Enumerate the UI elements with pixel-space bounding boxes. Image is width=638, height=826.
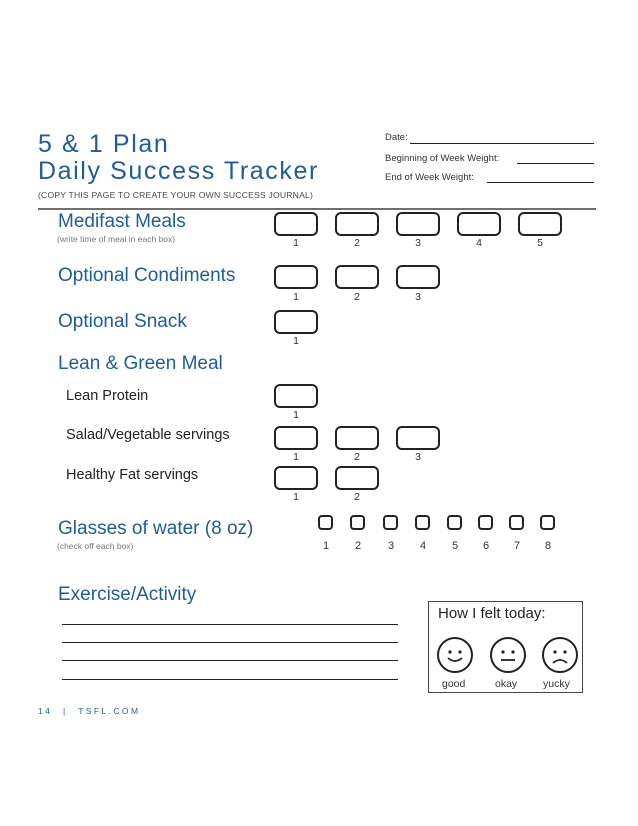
salad-number: 2 — [354, 451, 360, 463]
okay-face-icon[interactable] — [490, 637, 526, 673]
salad-label: Salad/Vegetable servings — [66, 427, 230, 443]
yucky-label: yucky — [543, 678, 570, 690]
condiment-box-1[interactable] — [274, 265, 318, 289]
water-checkbox-2[interactable] — [350, 515, 365, 530]
good-face-icon[interactable] — [437, 637, 473, 673]
water-checkbox-7[interactable] — [509, 515, 524, 530]
salad-number: 3 — [415, 451, 421, 463]
site-link[interactable]: TSFL.COM — [78, 706, 141, 716]
water-number: 1 — [322, 540, 330, 552]
copy-note: (COPY THIS PAGE TO CREATE YOUR OWN SUCCESS JOURNAL) — [38, 190, 314, 200]
meal-number: 1 — [293, 237, 299, 249]
snack-box-1[interactable] — [274, 310, 318, 334]
water-number: 4 — [419, 540, 427, 552]
meal-box-3[interactable] — [396, 212, 440, 236]
salad-box-3[interactable] — [396, 426, 440, 450]
meal-box-1[interactable] — [274, 212, 318, 236]
water-checkbox-8[interactable] — [540, 515, 555, 530]
exercise-line-1[interactable] — [62, 624, 398, 625]
fat-number: 1 — [293, 491, 299, 503]
healthy-fat-label: Healthy Fat servings — [66, 467, 199, 483]
page-footer — [38, 706, 140, 716]
meal-number: 5 — [537, 237, 543, 249]
water-checkbox-1[interactable] — [318, 515, 333, 530]
snack-number: 1 — [293, 335, 299, 347]
condiment-number: 1 — [293, 291, 299, 303]
water-number: 2 — [354, 540, 362, 552]
water-number: 5 — [451, 540, 459, 552]
fat-box-1[interactable] — [274, 466, 318, 490]
footer-divider: | — [63, 706, 68, 716]
good-label: good — [442, 678, 466, 690]
page-number: 14 — [38, 706, 53, 716]
title-line-2: Daily Success Tracker — [38, 157, 319, 185]
water-heading: Glasses of water (8 oz) — [58, 518, 254, 539]
water-checkbox-4[interactable] — [415, 515, 430, 530]
lean-protein-box-1[interactable] — [274, 384, 318, 408]
begin-weight-label: Beginning of Week Weight: — [385, 153, 500, 164]
salad-box-2[interactable] — [335, 426, 379, 450]
lean-protein-label: Lean Protein — [66, 388, 149, 404]
condiment-number: 2 — [354, 291, 360, 303]
salad-box-1[interactable] — [274, 426, 318, 450]
okay-label: okay — [495, 678, 518, 690]
meal-number: 4 — [476, 237, 482, 249]
optional-snack-heading: Optional Snack — [58, 311, 187, 332]
exercise-heading: Exercise/Activity — [58, 584, 197, 605]
date-field[interactable] — [410, 143, 594, 144]
exercise-line-4[interactable] — [62, 679, 398, 680]
meal-box-5[interactable] — [518, 212, 562, 236]
optional-condiments-heading: Optional Condiments — [58, 265, 236, 286]
water-number: 6 — [482, 540, 490, 552]
lean-protein-number: 1 — [293, 409, 299, 421]
medifast-meals-note: (write time of meal in each box) — [57, 234, 176, 244]
meal-number: 3 — [415, 237, 421, 249]
water-number: 3 — [387, 540, 395, 552]
condiment-box-2[interactable] — [335, 265, 379, 289]
mood-title: How I felt today: — [438, 605, 546, 622]
salad-number: 1 — [293, 451, 299, 463]
lean-green-heading: Lean & Green Meal — [58, 353, 223, 374]
end-weight-field[interactable] — [487, 182, 594, 183]
condiment-box-3[interactable] — [396, 265, 440, 289]
water-note: (check off each box) — [57, 541, 134, 551]
date-label: Date: — [385, 132, 408, 143]
water-checkbox-3[interactable] — [383, 515, 398, 530]
water-checkbox-6[interactable] — [478, 515, 493, 530]
exercise-line-3[interactable] — [62, 660, 398, 661]
medifast-meals-heading: Medifast Meals — [58, 211, 186, 232]
water-checkbox-5[interactable] — [447, 515, 462, 530]
meal-number: 2 — [354, 237, 360, 249]
meal-box-4[interactable] — [457, 212, 501, 236]
begin-weight-field[interactable] — [517, 163, 594, 164]
title-line-1: 5 & 1 Plan — [38, 130, 170, 158]
water-number: 8 — [544, 540, 552, 552]
water-number: 7 — [513, 540, 521, 552]
end-weight-label: End of Week Weight: — [385, 172, 474, 183]
fat-box-2[interactable] — [335, 466, 379, 490]
meal-box-2[interactable] — [335, 212, 379, 236]
exercise-line-2[interactable] — [62, 642, 398, 643]
condiment-number: 3 — [415, 291, 421, 303]
yucky-face-icon[interactable] — [542, 637, 578, 673]
header-divider — [38, 208, 596, 210]
fat-number: 2 — [354, 491, 360, 503]
